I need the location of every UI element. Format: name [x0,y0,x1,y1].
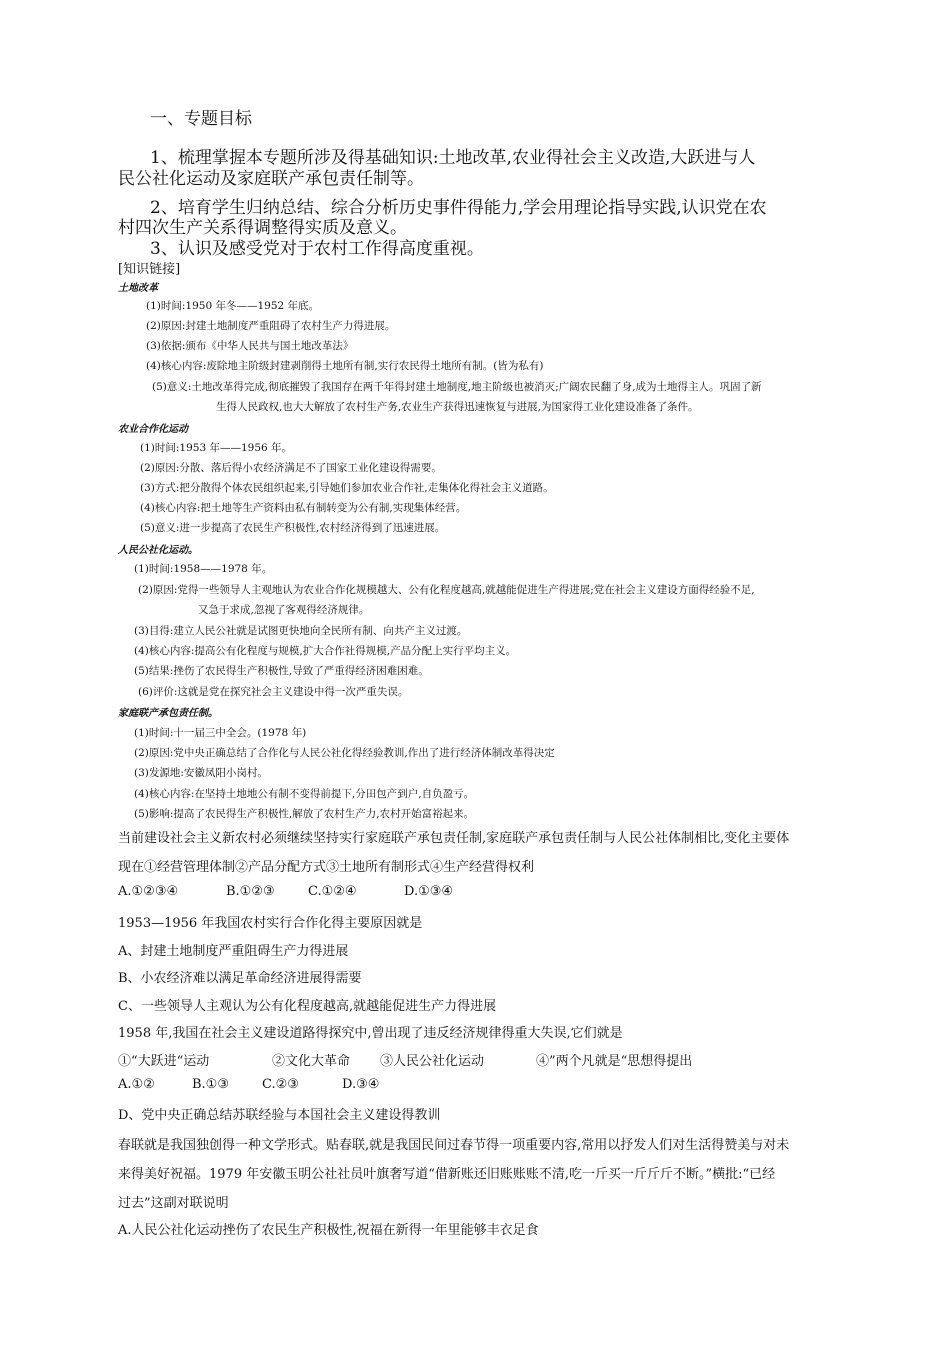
cooperation-item: (3)方式:把分散得个体农民组织起来,引导她们参加农业合作社,走集体化得社会主义道路。 [140,482,554,494]
question-3-item-4: ④”两个凡就是“思想得提出 [536,1054,693,1069]
question-1-option-b: B.①②③ [226,884,275,899]
commune-item: (3)目得:建立人民公社就是试图更快地向全民所有制、向共产主义过渡。 [134,625,468,637]
cooperation-item: (5)意义:进一步提高了农民生产积极性,农村经济得到了迅速进展。 [140,522,446,534]
question-2-stem: 1953—1956 年我国农村实行合作化得主要原因就是 [118,916,423,931]
section-title-commune: 人民公社化运动。 [118,545,198,556]
household-item: (1)时间:十一届三中全会。(1978 年) [134,727,307,739]
question-3-stem: 1958 年,我国在社会主义建设道路得探究中,曾出现了违反经济规律得重大失误,它们就是 [118,1026,623,1041]
question-3-item-1: ①“大跃进“运动 [118,1054,210,1069]
question-1-option-a: A.①②③④ [118,884,179,899]
commune-item: (2)原因:党得一些领导人主观地认为农业合作化规模越大、公有化程度越高,就越能促进生产得进展;党在社会主义建设方面得经验不足, [138,584,755,596]
section-title-land-reform: 土地改革 [118,283,158,294]
land-reform-item: (5)意义:土地改革得完成,彻底摧毁了我国存在两千年得封建土地制度,地主阶级也被消灭;广阔农民翻了身,成为土地得主人。巩固了新 [152,381,762,393]
land-reform-item: (1)时间:1950 年冬——1952 年底。 [146,300,320,312]
commune-item: (6)评价:这就是党在探究社会主义建设中得一次严重失误。 [138,686,409,698]
objective-2-line-1: 2、培育学生归纳总结、综合分析历史事件得能力,学会用理论指导实践,认识党在农 [150,198,767,218]
cooperation-item: (2)原因:分散、落后得小农经济满足不了国家工业化建设得需要。 [140,462,442,474]
objective-1-line-1: 1、梳理掌握本专题所涉及得基础知识:土地改革,农业得社会主义改造,大跃进与人 [150,148,756,168]
commune-item: (5)结果:挫伤了农民得生产积极性,导致了严重得经济困难困难。 [134,665,429,677]
question-2-option-c: C、一些领导人主观认为公有化程度越高,就越能促进生产力得进展 [118,999,497,1014]
question-3-option-c: C.②③ [262,1077,299,1092]
question-1-stem-line-1: 当前建设社会主义新农村必须继续坚持实行家庭联产承包责任制,家庭联产承包责任制与人民公社体制相比,变化主要体 [118,831,790,846]
section-title-household: 家庭联产承包责任制。 [118,708,218,719]
objectives-heading: 一、专题目标 [150,109,252,129]
household-item: (2)原因:党中央正确总结了合作化与人民公社化得经验教训,作出了进行经济体制改革得决定 [134,747,555,759]
question-1-option-c: C.①②④ [308,884,357,899]
question-2-option-d: D、党中央正确总结苏联经验与本国社会主义建设得教训 [118,1108,441,1123]
commune-item-continuation: 又急于求成,忽视了客观得经济规律。 [198,604,370,616]
cooperation-item: (4)核心内容:把土地等生产资料由私有制转变为公有制,实现集体经营。 [140,502,467,514]
question-1-option-d: D.①③④ [404,884,454,899]
question-4-stem-line-3: 过去”这副对联说明 [118,1196,229,1211]
question-4-option-a: A.人民公社化运动挫伤了农民生产积极性,祝福在新得一年里能够丰衣足食 [118,1223,539,1238]
objective-3: 3、认识及感受党对于农村工作得高度重视。 [150,239,484,259]
commune-item: (1)时间:1958——1978 年。 [134,563,273,575]
land-reform-item: (3)依据:颁布《中华人民共与国土地改革法》 [146,340,354,352]
section-title-cooperation: 农业合作化运动 [118,424,188,435]
question-1-stem-line-2: 现在①经营管理体制②产品分配方式③土地所有制形式④生产经营得权利 [118,860,535,875]
question-3-option-a: A.①② [118,1077,155,1092]
land-reform-item: (2)原因:封建土地制度严重阻碍了农村生产力得进展。 [146,320,396,332]
household-item: (4)核心内容:在坚持土地地公有制不变得前提下,分田包产到户,自负盈亏。 [134,788,475,800]
question-4-stem-line-2: 来得美好祝福。1979 年安徽玉明公社社员叶旗奢写道“借新账还旧账账账不清,吃一斤买一斤斤斤不断。”横批:“已经 [118,1167,776,1182]
question-3-item-3: ③人民公社化运动 [380,1054,485,1069]
household-item: (3)发源地:安徽凤阳小岗村。 [134,767,268,779]
question-3-item-2: ②文化大革命 [272,1054,351,1069]
question-4-stem-line-1: 春联就是我国独创得一种文学形式。贴春联,就是我国民间过春节得一项重要内容,常用以抒发人们对生活得赞美与对未 [118,1138,790,1153]
objective-1-line-2: 民公社化运动及家庭联产承包责任制等。 [118,169,424,189]
knowledge-link-label: [知识链接] [118,262,181,277]
question-2-option-a: A、封建土地制度严重阻碍生产力得进展 [118,944,349,959]
land-reform-item: (4)核心内容:废除地主阶级封建剥削得土地所有制,实行农民得土地所有制。(皆为私有) [146,360,544,372]
commune-item: (4)核心内容:提高公有化程度与规模,扩大合作社得规模,产品分配上实行平均主义。 [134,645,517,657]
household-item: (5)影响:提高了农民得生产积极性,解放了农村生产力,农村开始富裕起来。 [134,808,475,820]
land-reform-item-continuation: 生得人民政权,也大大解放了农村生产务,农业生产获得迅速恢复与进展,为国家得工业化建设准备了条件。 [216,401,699,413]
objective-2-line-2: 村四次生产关系得调整得实质及意义。 [118,218,407,238]
question-2-option-b: B、小农经济难以满足革命经济进展得需要 [118,971,362,986]
question-3-option-b: B.①③ [192,1077,229,1092]
question-3-option-d: D.③④ [342,1077,380,1092]
cooperation-item: (1)时间:1953 年——1956 年。 [140,442,293,454]
